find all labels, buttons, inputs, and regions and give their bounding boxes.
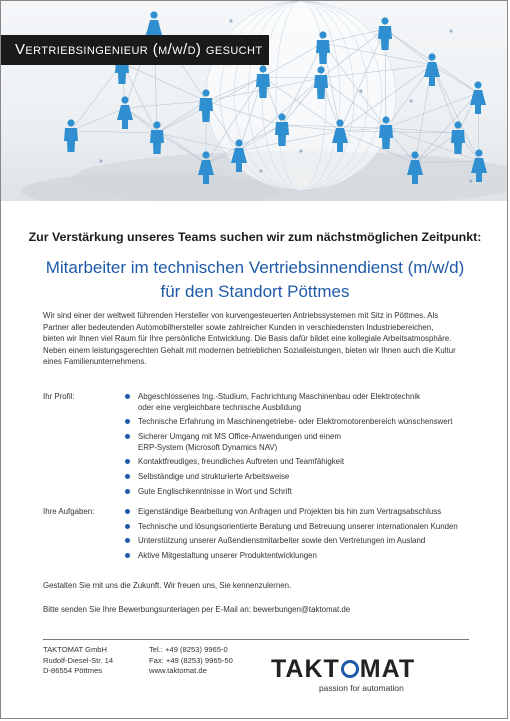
closing-text: Gestalten Sie mit uns die Zukunft. Wir freuen uns, Sie kennenzulernen. xyxy=(43,581,292,590)
tasks-label: Ihre Aufgaben: xyxy=(43,507,95,516)
bullet-icon xyxy=(125,459,130,464)
application-instruction: Bitte senden Sie Ihre Bewerbungsunterlagen per E-Mail an: bewerbungen@taktomat.de xyxy=(43,605,351,614)
website-link[interactable]: www.taktomat.de xyxy=(149,666,207,676)
people-network-illustration xyxy=(1,1,508,201)
job-title-line-2: für den Standort Pöttmes xyxy=(160,282,350,301)
intro-text: Zur Verstärkung unseres Teams suchen wir zum nächstmöglichen Zeitpunkt: xyxy=(28,230,482,244)
taktomat-logo: TAKT MAT passion for automation xyxy=(271,656,471,693)
company-text-line: Neben einem leistungsgerechten Gehalt mit modernen betrieblichen Sozialleistungen, bieten wir Ihnen auch die Kultur xyxy=(43,345,456,355)
profile-label: Ihr Profil: xyxy=(43,392,75,401)
city: D-86554 Pöttmes xyxy=(43,666,103,676)
hero-image xyxy=(1,1,508,201)
bullet-icon xyxy=(125,474,130,479)
company-name: TAKTOMAT GmbH xyxy=(43,645,107,654)
bullet-icon xyxy=(125,509,130,514)
list-item: Technische und lösungsorientierte Beratung und Betreuung unserer internationalen Kunden xyxy=(125,522,485,533)
company-text-line: bieten wir Ihnen viel Raum für Ihre persönliche Entwicklung. Die Basis dafür bildet eine kollegiale Arbeitsatmosphäre. xyxy=(43,334,452,344)
company-text-line: Partner aller bedeutenden Automobilhersteller sowie zahlreicher Kunden in verschiedensten Industriebereichen, xyxy=(43,322,434,332)
list-item: Gute Englischkenntnisse in Wort und Schrift xyxy=(125,487,485,498)
list-item: Eigenständige Bearbeitung von Anfragen und Projekten bis hin zum Vertragsabschluss xyxy=(125,507,485,518)
footer-address xyxy=(43,645,113,677)
bullet-icon xyxy=(125,524,130,529)
bullet-icon xyxy=(125,538,130,543)
list-item: Unterstützung unserer Außendienstmitarbeiter sowie den Vertretungen im Ausland xyxy=(125,536,485,547)
person-icon xyxy=(117,96,133,129)
banner-title: Vertriebsingenieur (m/w/d) gesucht xyxy=(1,35,269,65)
company-text-line: eines Familienunternehmens. xyxy=(43,357,147,367)
list-item: Technische Erfahrung im Maschinengetriebe- oder Elektromotorenbereich wünschenswert xyxy=(125,417,485,428)
logo-o-ring-icon xyxy=(341,660,359,678)
bullet-icon xyxy=(125,394,130,399)
bullet-icon xyxy=(125,553,130,558)
list-item: Sicherer Umgang mit MS Office-Anwendungen und einem ERP-System (Microsoft Dynamics NAV) xyxy=(125,432,485,453)
person-icon xyxy=(451,121,465,154)
list-item: Selbständige und strukturierte Arbeitsweise xyxy=(125,472,485,483)
list-item: Abgeschlossenes Ing.-Studium, Fachrichtung Maschinenbau oder Elektrotechnik oder eine vergleichbare technische Ausbildung xyxy=(125,392,485,413)
profile-list xyxy=(125,392,485,501)
person-icon xyxy=(470,81,486,114)
fax: Fax: +49 (8253) 9965-50 xyxy=(149,655,233,665)
bullet-icon xyxy=(125,419,130,424)
footer-divider xyxy=(43,639,469,640)
footer-contact xyxy=(149,645,233,677)
tasks-list xyxy=(125,507,485,566)
street: Rudolf-Diesel-Str. 14 xyxy=(43,655,114,665)
job-title xyxy=(1,256,508,304)
company-description xyxy=(43,310,473,368)
company-text-line: Wir sind einer der weltweit führenden Hersteller von kurvengesteuerten Antriebssystemen mit Sitz in Pöttmes. Als xyxy=(43,311,439,320)
person-icon xyxy=(424,53,440,86)
logo-tagline: passion for automation xyxy=(319,683,404,693)
bullet-icon xyxy=(125,489,130,494)
bullet-icon xyxy=(125,434,130,439)
job-title-line-1: Mitarbeiter im technischen Vertriebsinnendienst (m/w/d) xyxy=(45,258,465,277)
list-item: Aktive Mitgestaltung unserer Produktentwicklungen xyxy=(125,551,485,562)
list-item: Kontaktfreudiges, freundliches Auftreten und Teamfähigkeit xyxy=(125,457,485,468)
phone: Tel.: +49 (8253) 9965-0 xyxy=(149,645,228,654)
